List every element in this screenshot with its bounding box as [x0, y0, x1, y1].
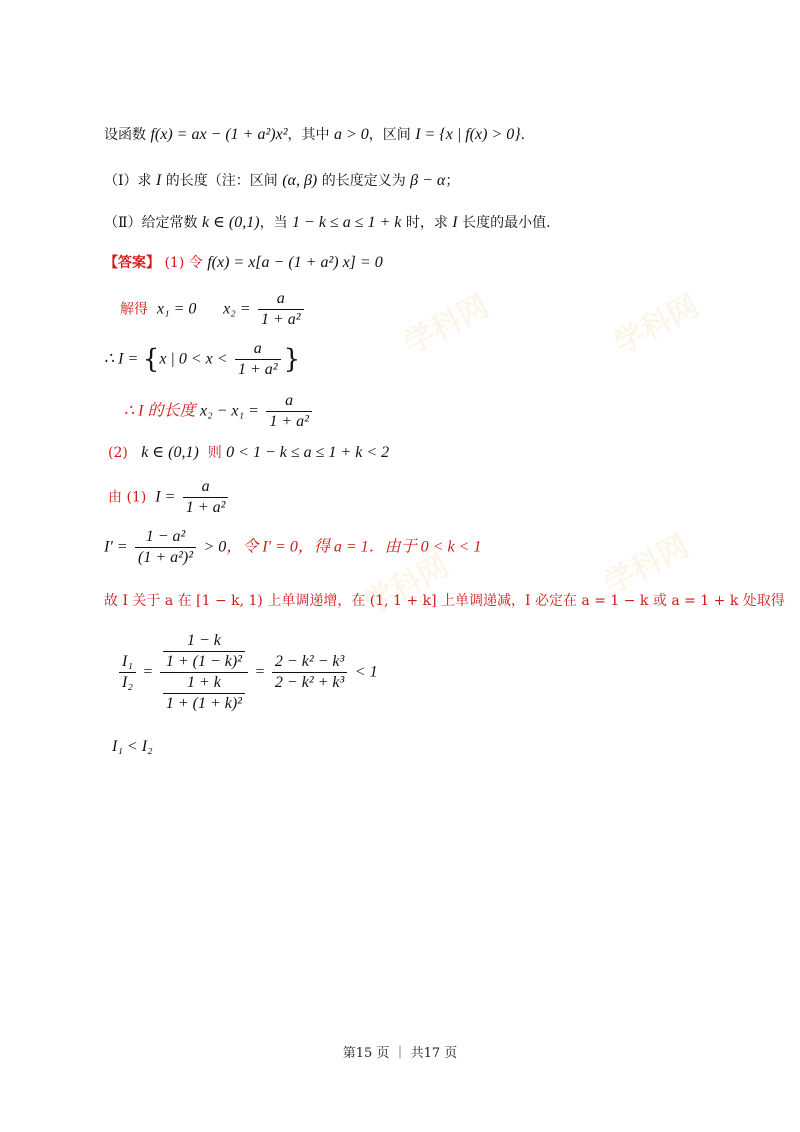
fraction: $\frac{1 + k}{\text{1 + (1 + k)²}}$ — [163, 674, 245, 713]
answer-solve: 解得 x₁ = 0 x₂ = $\frac{a}{\text{1 + a²}}$ — [120, 290, 307, 329]
watermark-logo: 学科网 — [398, 288, 495, 362]
answer-derivative: I' = $\frac{\text{1 − a²}}{\text{(1 + a²)²}}$ > 0，令 I' = 0，得 a = 1．由于 0 < k < 1 — [104, 528, 482, 566]
problem-part-1: （Ⅰ）求 I 的长度（注：区间 (α, β) 的长度定义为 β − α； — [104, 172, 460, 189]
page-footer: 第15 页 ｜ 共17 页 — [342, 1046, 458, 1061]
answer-ratio: $\frac{\text{I₁}}{\text{I₂}}$ = $\frac{\frac{1 - k}{\text{1 + (1 − k)²}}}{\frac{1 + k}{\text{1 + (1 + k)²}}}$ = $\frac{\text{2 − k² − k³}}{\text{2 − k² + k³}}$ < 1 — [116, 632, 378, 713]
answer-step-1: 【答案】 (1) 令 f(x) = x[a − (1 + a²) x] = 0 — [104, 254, 383, 271]
fraction: $\frac{a}{\text{1 + a²}}$ — [183, 478, 229, 517]
fraction: $\frac{1 - k}{\text{1 + (1 − k)²}}$ — [163, 632, 245, 671]
answer-step-2: (2) k ∈ (0,1) 则 0 < 1 − k ≤ a ≤ 1 + k < 2 — [108, 444, 390, 461]
problem-part-2: （Ⅱ）给定常数 k ∈ (0,1)，当 1 − k ≤ a ≤ 1 + k 时，求 I 长度的最小值. — [104, 214, 551, 231]
problem-intro: 设函数 f(x) = ax − (1 + a²)x²，其中 a > 0，区间 I = {x | f(x) > 0}. — [104, 126, 526, 143]
answer-conclusion: 故 I 关于 a 在 [1 − k, 1) 上单调递增，在 (1, 1 + k] 上单调递减，I 必定在 a = 1 − k 或 a = 1 + k 处取得 — [104, 593, 785, 609]
watermark-logo: 学科网 — [358, 548, 455, 622]
fraction: $\frac{a}{\text{1 + a²}}$ — [266, 392, 312, 431]
answer-length: ∴ I 的长度 x₂ − x₁ = $\frac{a}{\text{1 + a²}}$ — [124, 392, 315, 431]
fraction: $\frac{\text{I₁}}{\text{I₂}}$ — [119, 653, 136, 692]
compound-fraction — [160, 632, 248, 713]
answer-by-1: 由 (1) I = $\frac{a}{\text{1 + a²}}$ — [108, 478, 231, 517]
fraction: $\frac{a}{\text{1 + a²}}$ — [235, 340, 281, 379]
answer-final: I₁ < I₂ — [112, 738, 153, 755]
fraction: $\frac{\text{1 − a²}}{\text{(1 + a²)²}}$ — [135, 528, 196, 567]
watermark-logo: 学科网 — [598, 528, 695, 602]
answer-label: 【答案】 — [104, 255, 160, 271]
answer-set: ∴ I = {x | 0 < x < $\frac{a}{\text{1 + a²}}$ } — [104, 340, 301, 378]
fraction: $\frac{a}{\text{1 + a²}}$ — [258, 290, 304, 329]
watermark-logo: 学科网 — [608, 288, 705, 362]
fraction: $\frac{\text{2 − k² − k³}}{\text{2 − k² + k³}}$ — [272, 653, 347, 692]
